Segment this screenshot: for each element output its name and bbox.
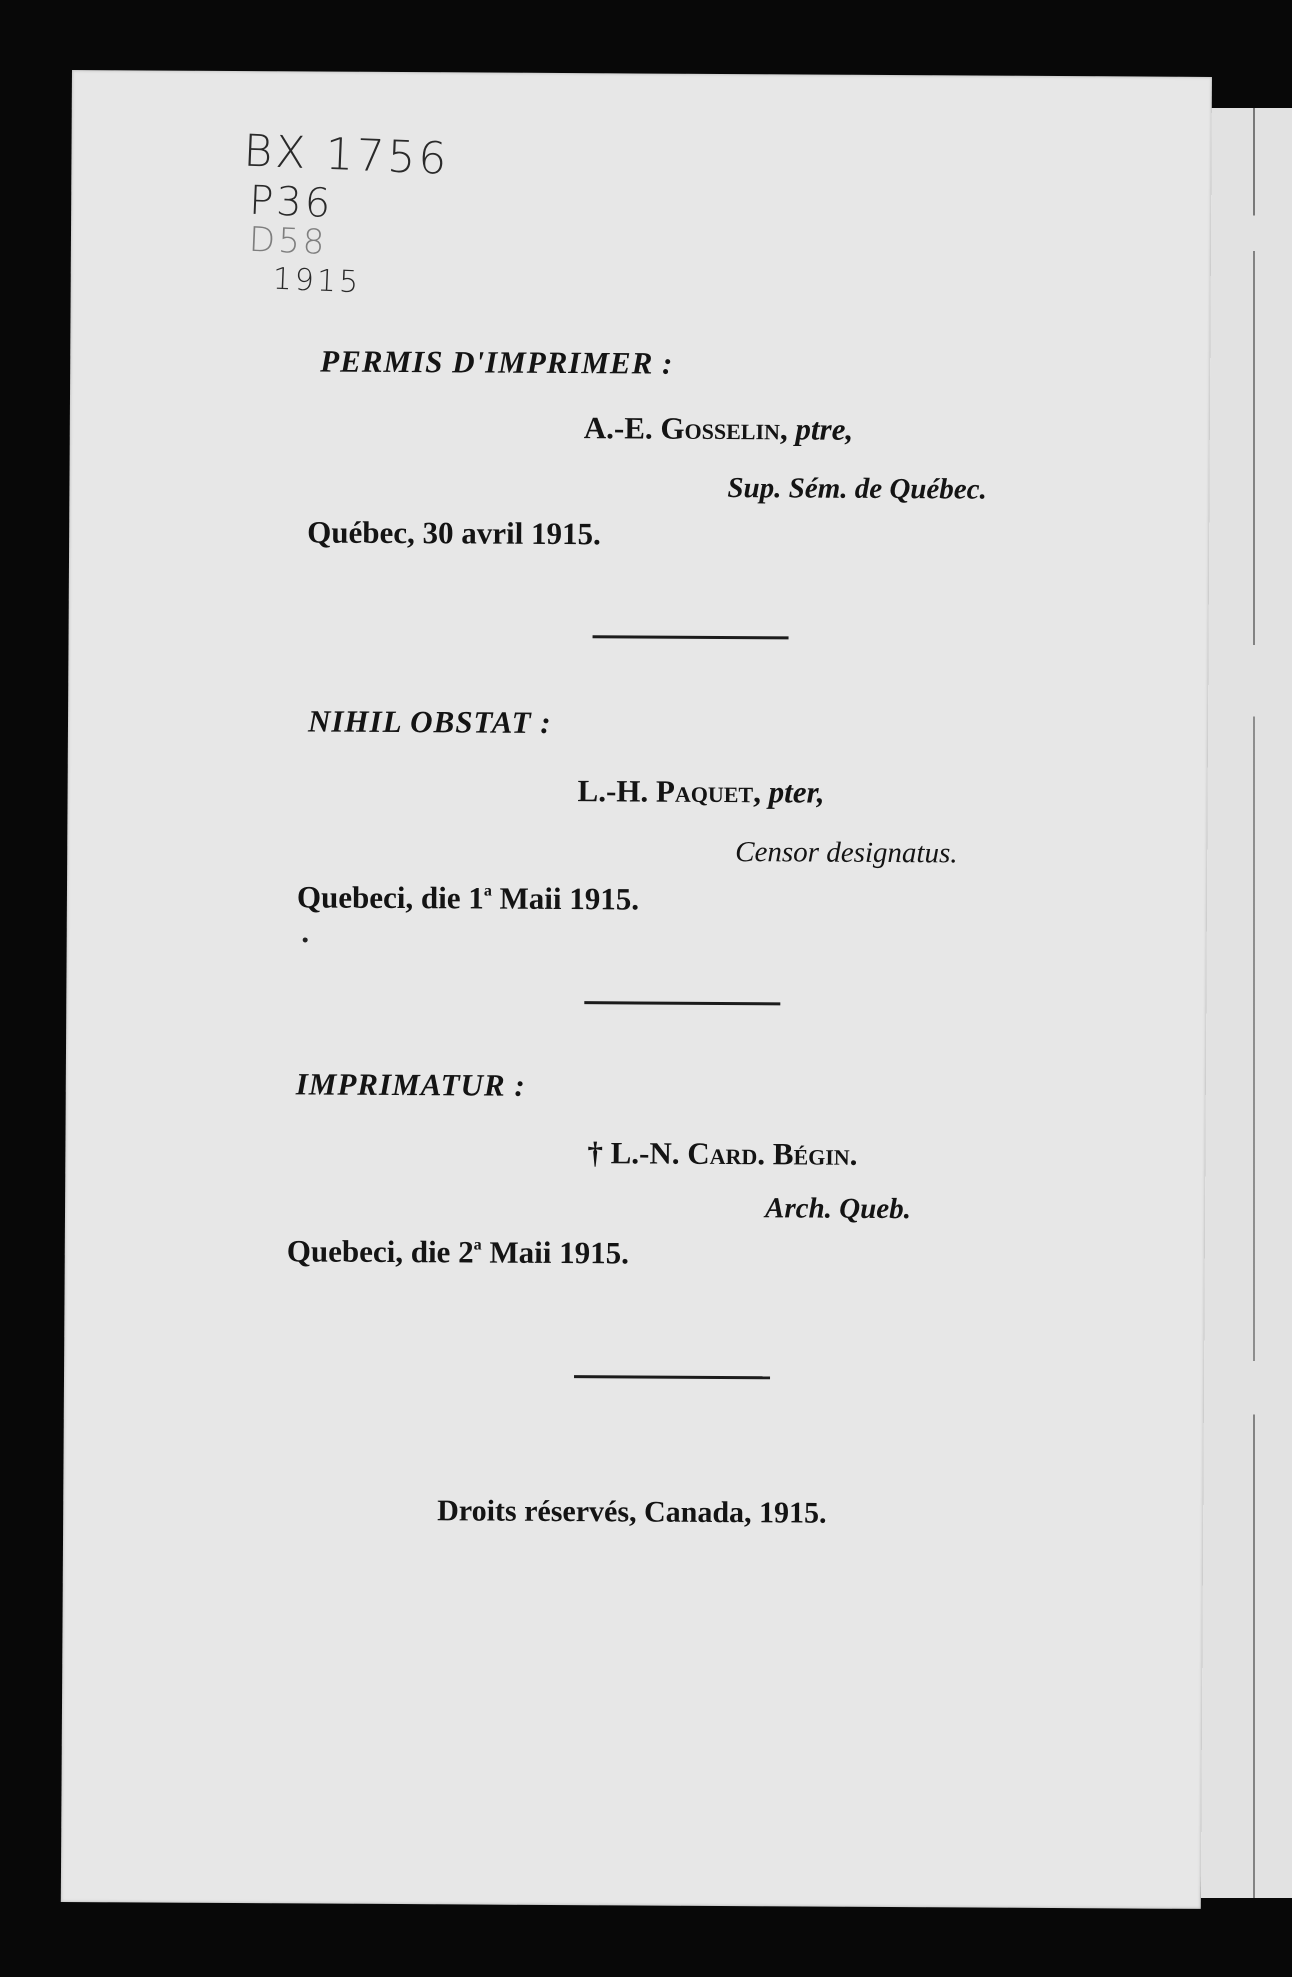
- permis-office: Sup. Sém. de Québec.: [727, 472, 987, 506]
- separator-rule: [584, 1001, 780, 1005]
- nihil-office: Censor designatus.: [735, 836, 958, 870]
- call-number-line-2: P36: [248, 177, 335, 228]
- imprimatur-date-suffix: Maii 1915.: [481, 1234, 630, 1271]
- permis-surname: Gosselin,: [660, 410, 788, 447]
- permis-title: ptre,: [795, 411, 854, 447]
- facing-page: [1198, 108, 1292, 1898]
- ink-dot: [303, 937, 308, 942]
- copyright-notice: Droits réservés, Canada, 1915.: [437, 1494, 827, 1530]
- nihil-date-suffix: Maii 1915.: [491, 880, 640, 917]
- nihil-surname: Paquet,: [655, 773, 762, 810]
- imprimatur-date: [287, 1233, 629, 1271]
- nihil-title: pter,: [768, 774, 825, 810]
- permis-heading: PERMIS D'IMPRIMER :: [320, 343, 674, 381]
- permis-signatory: [584, 410, 854, 448]
- nihil-date-prefix: Quebeci, die 1: [296, 879, 484, 916]
- cross-symbol: †: [587, 1135, 604, 1171]
- imprimatur-initials: L.-N.: [610, 1135, 680, 1171]
- imprimatur-office: Arch. Queb.: [764, 1192, 911, 1226]
- nihil-date: [297, 879, 639, 917]
- imprimatur-surname: Card. Bégin.: [687, 1135, 858, 1172]
- imprimatur-signatory: [587, 1135, 857, 1173]
- separator-rule: [593, 635, 789, 639]
- nihil-heading: NIHIL OBSTAT :: [307, 703, 552, 740]
- imprimatur-heading: IMPRIMATUR :: [295, 1066, 526, 1103]
- permis-initials: A.-E.: [583, 410, 653, 446]
- call-number-line-3: D58: [248, 219, 329, 263]
- permis-date: Québec, 30 avril 1915.: [307, 514, 601, 552]
- document-page: [61, 70, 1212, 1909]
- separator-rule: [574, 1375, 770, 1379]
- nihil-date-superscript: a: [483, 882, 492, 900]
- call-number-line-4: 1915: [272, 261, 362, 301]
- nihil-signatory: [577, 773, 824, 811]
- facing-page-edge: [1253, 108, 1255, 1898]
- imprimatur-date-superscript: a: [473, 1236, 482, 1254]
- imprimatur-date-prefix: Quebeci, die 2: [286, 1233, 474, 1270]
- nihil-initials: L.-H.: [577, 773, 649, 809]
- call-number-line-1: BX 1756: [242, 125, 451, 185]
